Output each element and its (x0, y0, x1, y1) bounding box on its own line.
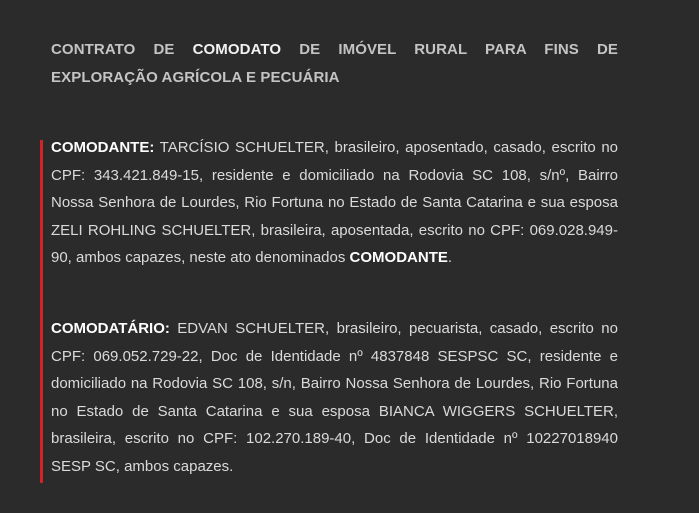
title-part-2: DE IMÓVEL RURAL PARA FINS DE EXPLORAÇÃO AGRÍCOLA E PECUÁRIA (51, 41, 618, 86)
comodante-end: . (447, 249, 453, 267)
comodatario-label: COMODATÁRIO: (51, 320, 170, 337)
comodante-label: COMODANTE: (51, 139, 155, 156)
title-part-1: CONTRATO DE (51, 41, 193, 58)
comodatario-clause (51, 315, 618, 481)
comodante-term: COMODANTE (349, 249, 448, 267)
comodatario-text: EDVAN SCHUELTER, brasileiro, pecuarista, casado, escrito no CPF: 069.052.729-22, Doc de Identidade nº 4837848 SESPSC SC, residente e domiciliado na Rodovia SC 108, s/n, Bairro Nossa Senhora de Lourdes, Rio Fortuna no Estado de Santa Catarina e sua esposa BIANCA WIGGERS SCHUELTER, brasileira, escrito no CPF: 102.270.189-40, Doc de Identidade nº 10227018940 SESP SC, ambos capazes. (51, 320, 618, 475)
parties-accent-bar (40, 140, 43, 483)
comodante-clause (51, 134, 618, 272)
comodante-text: TARCÍSIO SCHUELTER, brasileiro, aposentado, casado, escrito no CPF: 343.421.849-15, residente e domiciliado na Rodovia SC 108, s/nº, Bairro Nossa Senhora de Lourdes, Rio Fortuna no Estado de Santa Catarina e sua esposa ZELI ROHLING SCHUELTER, brasileira, aposentada, escrito no CPF: 069.028.949-90, ambos capazes, neste ato denominados (51, 139, 618, 267)
title-highlight: COMODATO (192, 41, 282, 58)
contract-title (51, 36, 618, 92)
